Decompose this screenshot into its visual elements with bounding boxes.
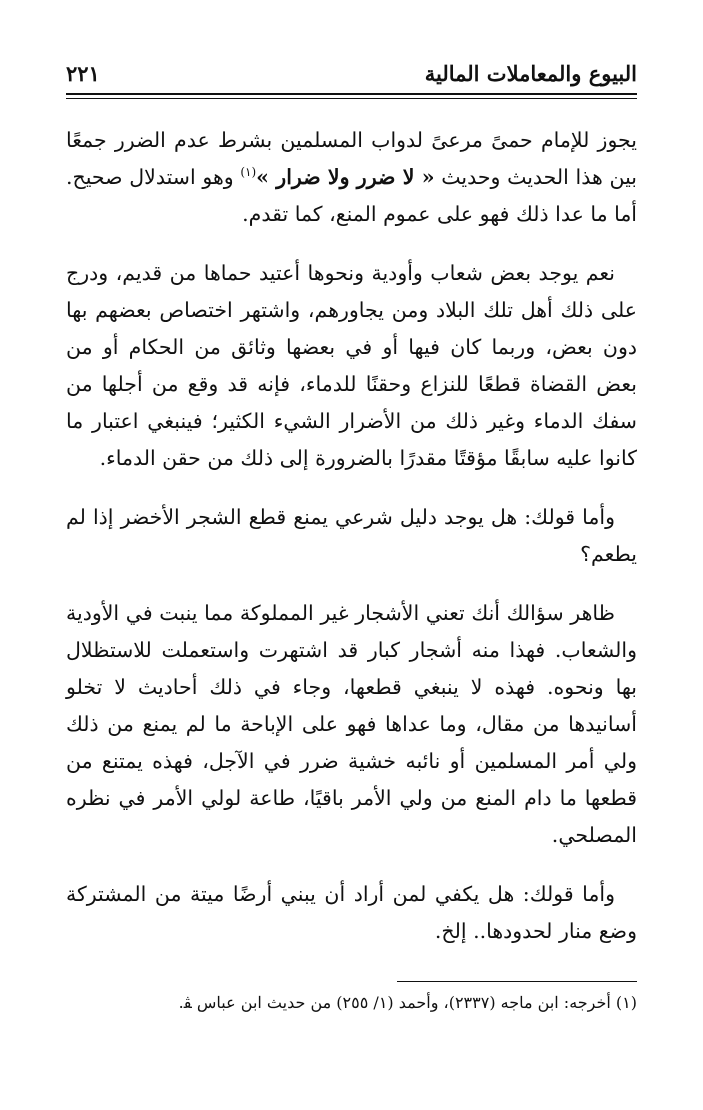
paragraph-1-continuation: وهو استدلال صحيح. أما ما عدا ذلك فهو على عموم المنع، كما تقدم. bbox=[66, 165, 637, 226]
paragraph-5 bbox=[66, 876, 637, 950]
paragraph-2 bbox=[66, 255, 637, 477]
paragraph-1-text: يجوز للإمام حمىً مرعىً لدواب المسلمين بشرط عدم الضرر جمعًا بين هذا الحديث وحديث bbox=[66, 128, 637, 189]
hadith-quote: « لا ضرر ولا ضرار » bbox=[256, 165, 435, 189]
paragraph-4 bbox=[66, 595, 637, 854]
paragraph-5-text: وأما قولك: هل يكفي لمن أراد أن يبني أرضًا ميتة من المشتركة وضع منار لحدودها.. إلخ. bbox=[66, 882, 637, 943]
page-number: ٢٢١ bbox=[66, 61, 100, 86]
paragraph-4-text: ظاهر سؤالك أنك تعني الأشجار غير المملوكة مما ينبت في الأودية والشعاب. فهذا منه أشجار كبار قد اشتهرت واستعملت للاستظلال بها ونحوه. فهذه لا ينبغي قطعها، وجاء في ذلك أحاديث لا تخلو أسانيدها من مقال، وما عداها فهو على الإباحة ما لم يمنع من ذلك ولي أمر المسلمين أو نائبه خشية ضرر في الآجل، فهذه يمتنع من قطعها ما دام المنع من ولي الأمر باقيًا، طاعة لولي الأمر في نظره المصلحي. bbox=[66, 601, 637, 847]
running-title: البيوع والمعاملات المالية bbox=[424, 61, 637, 86]
paragraph-2-text: نعم يوجد بعض شعاب وأودية ونحوها أعتيد حماها من قديم، ودرج على ذلك أهل تلك البلاد ومن يجاورهم، واشتهر اختصاص بعضهم بها دون بعض، وربما كان فيها أو في بعضها وثائق من الحكام أو من بعض القضاة قطعًا للنزاع وحقنًا للدماء، فإنه قد وقع من أجلها من سفك الدماء وغير ذلك من الأضرار الشيء الكثير؛ فينبغي اعتبار ما كانوا عليه سابقًا مؤقتًا مقدرًا بالضرورة إلى ذلك من حقن الدماء. bbox=[66, 261, 637, 470]
footnote-reference: (١) bbox=[240, 165, 257, 180]
paragraph-3 bbox=[66, 499, 637, 573]
header-rule bbox=[66, 93, 637, 99]
paragraph-1 bbox=[66, 122, 637, 233]
paragraph-3-text: وأما قولك: هل يوجد دليل شرعي يمنع قطع الشجر الأخضر إذا لم يطعم؟ bbox=[66, 505, 637, 566]
page-header bbox=[66, 56, 637, 88]
footnote: (١) أخرجه: ابن ماجه (٢٣٣٧)، وأحمد (١/ ٢٥٥) من حديث ابن عباس ﭭ. bbox=[178, 993, 637, 1012]
footnote-rule bbox=[397, 981, 637, 982]
body-text bbox=[66, 122, 637, 972]
